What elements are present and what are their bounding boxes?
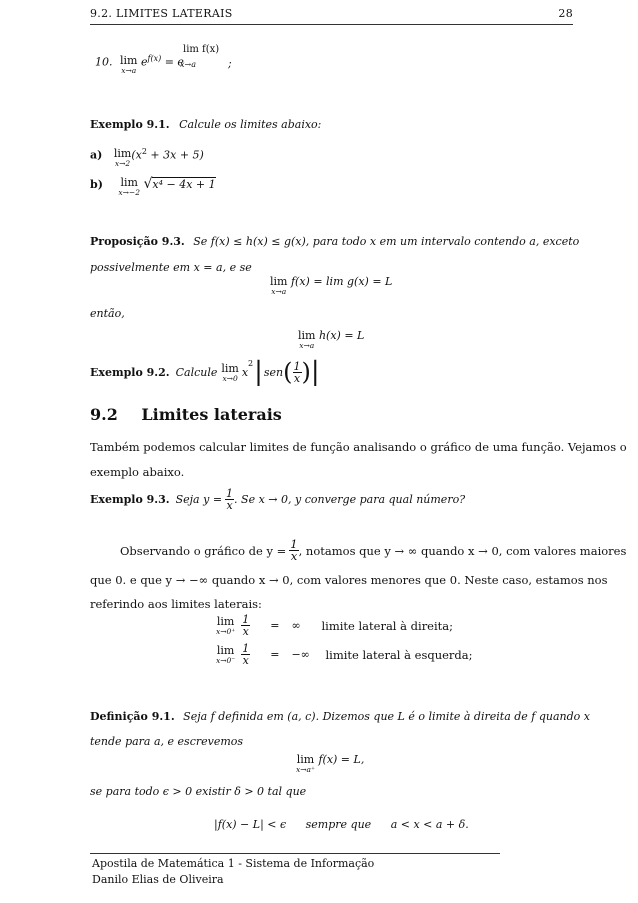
example-9-3-frac xyxy=(225,488,234,511)
item-a-expr: (x xyxy=(131,148,142,162)
item-10-label: 10. xyxy=(95,55,113,69)
frac-den: x xyxy=(242,625,249,638)
example-9-3-post: . Se x → 0, y converge para qual número? xyxy=(234,493,466,506)
proposition-9-3 xyxy=(90,235,579,248)
proposition-entao: então, xyxy=(90,307,125,320)
lim-sub: x→0 xyxy=(222,373,238,383)
sqrt-icon: √ xyxy=(143,176,153,192)
proposition-line2: possivelmente em x = a, e se xyxy=(90,261,252,274)
footer-line2: Danilo Elias de Oliveira xyxy=(92,873,224,886)
display-2-text: h(x) = L xyxy=(318,329,365,342)
section-title: Limites laterais xyxy=(141,405,282,424)
lateral-right-desc: limite lateral à direita; xyxy=(321,618,454,633)
paren-right: ) xyxy=(301,358,311,386)
example-9-2-frac xyxy=(293,361,302,384)
item-a-rest: + 3x + 5) xyxy=(146,148,204,162)
lateral-left-frac xyxy=(241,643,250,666)
example-9-2-lim xyxy=(221,362,238,383)
display-2-lim xyxy=(298,329,315,350)
item-10-top-lim: lim f(x) xyxy=(183,44,220,55)
paragraph-1-line2: exemplo abaixo. xyxy=(90,465,185,479)
lim-sub: x→0⁺ xyxy=(216,627,236,636)
lim-sub: x→a xyxy=(299,341,315,350)
lateral-right-value: ∞ xyxy=(291,619,301,632)
item-10-exp: f(x) xyxy=(147,54,162,63)
lateral-left-desc: limite lateral à esquerda; xyxy=(325,647,473,662)
lim-word: lim xyxy=(120,176,138,189)
example-9-2-expr: x xyxy=(241,365,249,379)
item-10-end: ; xyxy=(228,57,232,70)
condition-inequality: |f(x) − L| < ϵ xyxy=(214,818,287,831)
frac-den: x xyxy=(226,499,233,512)
example-9-1-text: Calcule os limites abaixo: xyxy=(179,118,322,131)
definition-display xyxy=(296,753,364,774)
lim-sub: x→a xyxy=(121,66,137,75)
definition-label: Definição 9.1. xyxy=(90,710,175,723)
condition-interval: a < x < a + δ. xyxy=(390,818,469,831)
condition-word: sempre que xyxy=(305,818,372,831)
section-number: 9.2 xyxy=(90,405,118,424)
example-9-2-exp: 2 xyxy=(248,359,254,368)
lim-sub: x→a xyxy=(271,287,287,296)
item-10-eq: = e xyxy=(161,55,184,69)
example-9-3-pre: Seja y = xyxy=(175,493,223,506)
paragraph-2-post: , notamos que y → ∞ quando x → 0, com valores maiores xyxy=(298,543,627,558)
paragraph-1-line1: Também podemos calcular limites de função analisando o gráfico de uma função. Vejamos o xyxy=(90,440,627,454)
frac-den: x xyxy=(293,371,301,385)
item-a xyxy=(90,147,204,168)
lim-sub: x→−2 xyxy=(118,188,140,197)
running-header xyxy=(90,7,573,20)
lateral-left-value: −∞ xyxy=(291,648,310,661)
abs-bar-left: | xyxy=(254,357,263,387)
frac-den: x xyxy=(290,549,298,563)
display-1-lim xyxy=(270,275,287,296)
display-1-text: f(x) = lim g(x) = L xyxy=(290,275,393,288)
item-10 xyxy=(95,54,184,75)
frac-num: 1 xyxy=(293,359,301,373)
lateral-right-eq: = xyxy=(270,619,280,632)
paragraph-2-line2: que 0. e que y → −∞ quando x → 0, com valores menores que 0. Neste caso, estamos nos xyxy=(90,573,608,587)
frac-den: x xyxy=(242,654,249,667)
definition-line3: se para todo ϵ > 0 existir δ > 0 tal que xyxy=(90,785,307,798)
lateral-limit-right xyxy=(216,614,453,637)
item-10-top-sub: x→a xyxy=(180,60,196,69)
lateral-right-lim xyxy=(216,615,235,636)
lim-word: lim xyxy=(216,615,235,628)
definition-condition xyxy=(214,818,469,831)
lim-word: lim xyxy=(298,329,316,342)
example-9-1 xyxy=(90,118,321,131)
item-a-exp: 2 xyxy=(141,147,147,156)
definition-line2: tende para a, e escrevemos xyxy=(90,735,244,748)
definition-line1: Seja f definida em (a, c). Dizemos que L é o limite à direita de f quando x xyxy=(183,710,590,723)
example-9-2-label: Exemplo 9.2. xyxy=(90,365,170,379)
frac-num: 1 xyxy=(226,487,234,500)
proposition-display-1 xyxy=(270,275,392,296)
section-heading xyxy=(90,405,282,424)
lim-word: lim xyxy=(270,275,288,288)
item-10-lim xyxy=(120,54,137,75)
lim-word: lim xyxy=(296,753,315,766)
example-9-2 xyxy=(90,359,320,385)
frac-num: 1 xyxy=(242,613,250,626)
sen-function: sen xyxy=(263,365,284,379)
item-10-e: e xyxy=(140,55,148,69)
proposition-display-2 xyxy=(298,329,364,350)
paragraph-2-frac xyxy=(289,539,298,562)
example-9-2-text: Calcule xyxy=(175,365,218,379)
item-a-lim xyxy=(114,147,131,168)
frac-num: 1 xyxy=(290,537,298,551)
header-rule xyxy=(90,24,573,25)
footer-line1: Apostila de Matemática 1 - Sistema de Informação xyxy=(92,857,375,870)
definition-display-text: f(x) = L, xyxy=(318,753,365,766)
example-9-1-label: Exemplo 9.1. xyxy=(90,118,170,131)
item-b xyxy=(90,176,216,197)
lim-word: lim xyxy=(113,147,132,160)
paragraph-2-pre: Observando o gráfico de y = xyxy=(120,543,287,558)
lateral-left-eq: = xyxy=(270,648,280,661)
paragraph-2-line1 xyxy=(120,539,626,562)
item-a-label: a) xyxy=(90,148,103,162)
item-b-expr: x⁴ − 4x + 1 xyxy=(152,178,216,191)
lateral-right-frac xyxy=(241,614,250,637)
footer-rule xyxy=(90,853,500,854)
frac-num: 1 xyxy=(242,642,250,655)
page-number: 28 xyxy=(558,7,573,20)
lim-sub: x→2 xyxy=(114,159,131,168)
lim-word: lim xyxy=(120,54,138,67)
item-10-top xyxy=(183,44,219,55)
lim-sub: x→0⁻ xyxy=(216,656,236,665)
lateral-left-lim xyxy=(216,644,235,665)
lim-word: lim xyxy=(216,644,235,657)
lateral-limit-left xyxy=(216,643,473,666)
item-b-lim xyxy=(118,176,140,197)
paragraph-2-line3: referindo aos limites laterais: xyxy=(90,597,262,611)
proposition-label: Proposição 9.3. xyxy=(90,235,185,248)
item-b-label: b) xyxy=(90,178,103,191)
example-9-3-label: Exemplo 9.3. xyxy=(90,493,170,506)
paren-left: ( xyxy=(283,358,293,386)
lim-sub: x→a⁺ xyxy=(296,765,315,774)
example-9-3 xyxy=(90,488,465,511)
abs-bar-right: | xyxy=(310,357,320,387)
lim-word: lim xyxy=(221,361,239,375)
proposition-line1: Se f(x) ≤ h(x) ≤ g(x), para todo x em um intervalo contendo a, exceto xyxy=(193,235,580,248)
definition-9-1 xyxy=(90,710,590,723)
definition-lim xyxy=(296,753,315,774)
header-section: 9.2. LIMITES LATERAIS xyxy=(90,7,233,20)
